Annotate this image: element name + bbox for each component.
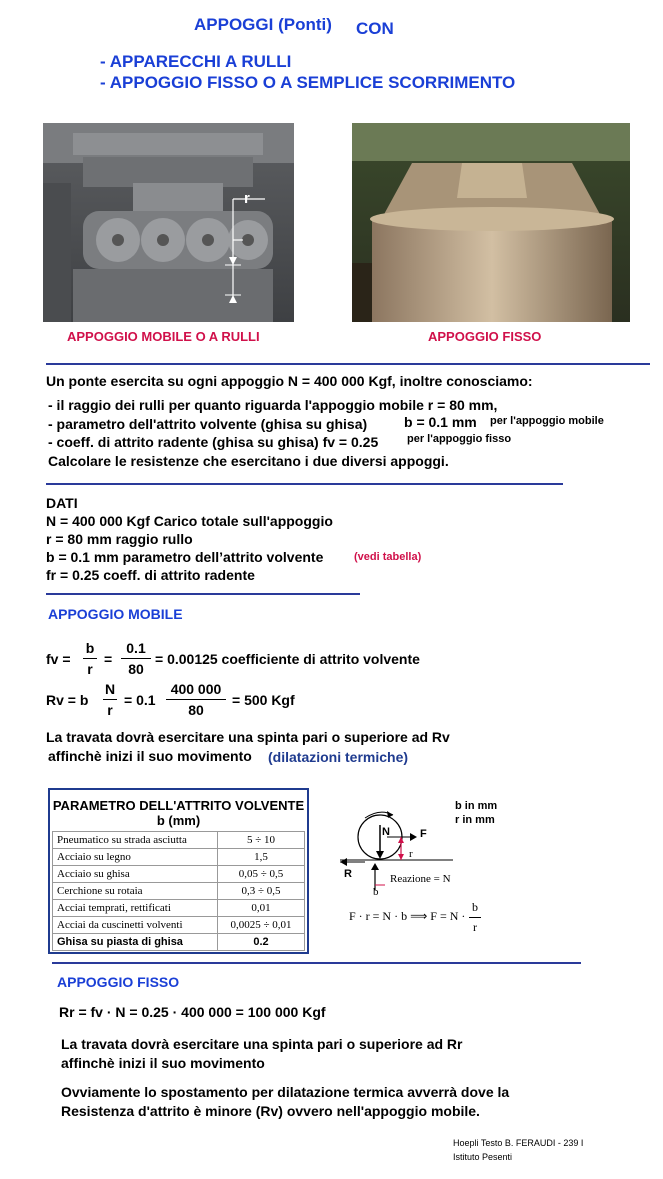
problem-item-3-note: per l'appoggio fisso — [407, 433, 512, 445]
roller-bearing-photo — [43, 123, 294, 322]
diagram-reaction-label: Reazione = N — [390, 873, 451, 885]
dati-row-2: r = 80 mm raggio rullo — [46, 531, 193, 547]
rv-fraction-n: N — [104, 681, 116, 697]
diagram-label-r: r — [409, 848, 413, 860]
table-cell-label: Cerchione su rotaia — [53, 883, 218, 900]
rv-result: = 500 Kgf — [232, 692, 295, 708]
table-subtitle: b (mm) — [156, 813, 201, 828]
table-row — [53, 917, 305, 934]
table-cell-label: Acciai da cuscinetti volventi — [53, 917, 218, 934]
table-cell-value: 0,0025 ÷ 0,01 — [218, 917, 305, 934]
dati-row-3: b = 0.1 mm parametro dell’attrito volvente — [46, 549, 324, 565]
fv-result: = 0.00125 coefficiente di attrito volvente — [155, 651, 420, 667]
fisso-formula: Rr = fv · N = 0.25 · 400 000 = 100 000 Kgf — [59, 1004, 326, 1020]
mobile-heading: APPOGGIO MOBILE — [48, 606, 183, 622]
problem-item-2-note: per l'appoggio mobile — [490, 415, 604, 427]
rolling-friction-diagram — [335, 800, 460, 900]
table-row — [53, 900, 305, 917]
table-body — [52, 831, 305, 951]
diagram-units-r: r in mm — [455, 814, 495, 826]
page-title-con: CON — [356, 19, 394, 38]
divider-1 — [46, 363, 650, 365]
diagram-formula-r: r — [473, 920, 477, 934]
fisso-note-1: La travata dovrà esercitare una spinta pari o superiore ad Rr — [61, 1036, 463, 1052]
problem-item-1: - il raggio dei rulli per quanto riguarda l'appoggio mobile r = 80 mm, — [48, 397, 498, 413]
table-cell-label: Acciaio su ghisa — [53, 866, 218, 883]
header-line-2: - APPOGGIO FISSO O A SEMPLICE SCORRIMENTO — [100, 73, 516, 92]
diagram-label-b: b — [373, 886, 379, 898]
table-title: PARAMETRO DELL'ATTRITO VOLVENTE — [52, 798, 305, 813]
dati-table-note: (vedi tabella) — [354, 551, 422, 563]
table-cell-value: 5 ÷ 10 — [218, 832, 305, 849]
table-row — [53, 849, 305, 866]
diagram-label-N: N — [382, 826, 390, 838]
dati-row-1: N = 400 000 Kgf Carico totale sull'appoggio — [46, 513, 333, 529]
footer-institute: Istituto Pesenti — [453, 1152, 513, 1162]
fisso-conclusion-2: Resistenza d'attrito è minore (Rv) ovvero nell'appoggio mobile. — [61, 1103, 480, 1119]
rolling-friction-table — [48, 788, 309, 954]
footer-source: Hoepli Testo B. FERAUDI - 239 I — [453, 1138, 584, 1148]
mobile-note-2: affinchè inizi il suo movimento — [48, 748, 252, 764]
fisso-note-2: affinchè inizi il suo movimento — [61, 1055, 265, 1071]
right-photo-caption: APPOGGIO FISSO — [428, 329, 542, 344]
table-cell-value: 0,05 ÷ 0,5 — [218, 866, 305, 883]
rv-fraction-n-r — [103, 681, 117, 718]
table-cell-value: 0,01 — [218, 900, 305, 917]
left-photo-caption: APPOGGIO MOBILE O A RULLI — [67, 329, 260, 344]
rv-lhs: Rv = b — [46, 692, 89, 708]
table-cell-value: 0.2 — [218, 934, 305, 951]
fisso-heading: APPOGGIO FISSO — [57, 974, 180, 990]
page-title: APPOGGI (Ponti) — [194, 15, 332, 34]
table-row — [53, 883, 305, 900]
table-cell-value: 1,5 — [218, 849, 305, 866]
roller-radius-label: r — [244, 190, 250, 207]
dati-heading: DATI — [46, 495, 78, 511]
table-cell-value: 0,3 ÷ 0,5 — [218, 883, 305, 900]
diagram-units-b: b in mm — [455, 800, 498, 812]
table-cell-label: Ghisa su piasta di ghisa — [53, 934, 218, 951]
table-cell-label: Pneumatico su strada asciutta — [53, 832, 218, 849]
fv-lhs: fv = — [46, 651, 71, 667]
fv-fraction-b-r — [83, 640, 97, 677]
divider-2 — [46, 483, 563, 485]
fixed-bearing-photo — [352, 123, 630, 322]
problem-item-2: - parametro dell'attrito volvente (ghisa su ghisa) — [48, 416, 368, 432]
table-row — [53, 934, 305, 951]
mobile-note-2-paren: (dilatazioni termiche) — [268, 749, 409, 765]
diagram-formula-fraction — [469, 900, 481, 935]
fv-equals: = — [104, 651, 113, 667]
fv-fraction-values — [121, 640, 151, 677]
rv-fraction-r: r — [107, 702, 113, 718]
problem-task: Calcolare le resistenze che esercitano i due diversi appoggi. — [48, 453, 449, 469]
fv-numerator: 0.1 — [126, 640, 146, 656]
diagram-formula-b: b — [472, 900, 478, 914]
diagram-label-F: F — [420, 828, 427, 840]
mobile-note-1: La travata dovrà esercitare una spinta pari o superiore ad Rv — [46, 729, 450, 745]
problem-item-2-value: b = 0.1 mm — [404, 414, 477, 430]
dati-row-4: fr = 0.25 coeff. di attrito radente — [46, 567, 255, 583]
fv-fraction-b: b — [85, 640, 95, 656]
problem-intro: Un ponte esercita su ogni appoggio N = 400 000 Kgf, inoltre conosciamo: — [46, 373, 533, 389]
divider-3 — [46, 593, 360, 595]
header-line-1: - APPARECCHI A RULLI — [100, 52, 292, 71]
problem-item-3: - coeff. di attrito radente (ghisa su ghisa) fv = 0.25 — [48, 434, 379, 450]
fv-denominator: 80 — [128, 661, 144, 677]
diagram-label-R: R — [344, 868, 352, 880]
fisso-conclusion-1: Ovviamente lo spostamento per dilatazione termica avverrà dove la — [61, 1084, 510, 1100]
rv-equals: = 0.1 — [124, 692, 156, 708]
rv-fraction-values — [166, 681, 226, 718]
fv-fraction-r: r — [87, 661, 93, 677]
divider-4 — [52, 962, 581, 964]
table-row — [53, 832, 305, 849]
table-cell-label: Acciaio su legno — [53, 849, 218, 866]
table-cell-label: Acciai temprati, rettificati — [53, 900, 218, 917]
rv-denominator: 80 — [188, 702, 204, 718]
table-row — [53, 866, 305, 883]
rv-numerator: 400 000 — [170, 681, 222, 697]
diagram-formula: F · r = N · b ⟹ F = N · — [349, 909, 466, 923]
